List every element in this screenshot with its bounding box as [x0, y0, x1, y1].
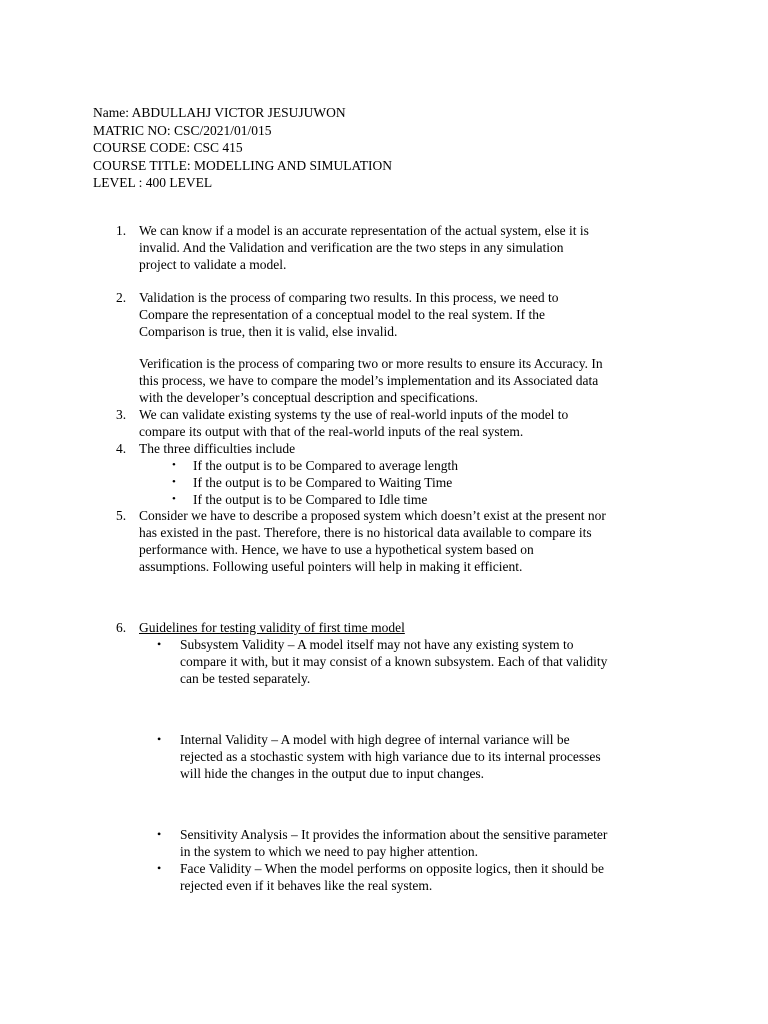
text-line: The three difficulties include	[139, 441, 296, 456]
answer-4-text	[139, 440, 684, 457]
student-header	[93, 104, 693, 192]
text-line: rejected as a stochastic system with high variance due to its internal processes	[180, 749, 601, 764]
bullet-icon: •	[157, 637, 162, 651]
text-line: Validation is the process of comparing two results. In this process, we need to	[139, 290, 559, 305]
text-line: in the system to which we need to pay higher attention.	[180, 844, 479, 859]
text-line: We can validate existing systems ty the use of real-world inputs of the model to	[139, 407, 569, 422]
answer-5-text	[139, 507, 684, 575]
text-line: Verification is the process of comparing two or more results to ensure its Accuracy. In	[139, 356, 603, 371]
answer-2-number: 2.	[116, 290, 127, 305]
answer-6-title	[139, 619, 684, 636]
level: LEVEL : 400 LEVEL	[93, 175, 213, 190]
text-line: Comparison is true, then it is valid, else invalid.	[139, 324, 398, 339]
answer-1-number: 1.	[116, 223, 127, 238]
text-line: performance with. Hence, we have to use a hypothetical system based on	[139, 542, 534, 557]
guideline-text	[180, 860, 680, 894]
answer-3-text	[139, 406, 684, 440]
answer-2-validation-text	[139, 289, 684, 340]
text-line: assumptions. Following useful pointers will help in making it efficient.	[139, 559, 523, 574]
bullet-icon: •	[172, 493, 176, 505]
bullet-icon: •	[157, 732, 162, 746]
bullet-icon: •	[172, 476, 176, 488]
answer-6-number: 6.	[116, 620, 127, 635]
guidelines-heading: Guidelines for testing validity of first time model	[139, 620, 405, 635]
text-line: can be tested separately.	[180, 671, 311, 686]
bullet-text: If the output is to be Compared to Waiting Time	[193, 475, 453, 490]
text-line: Subsystem Validity – A model itself may not have any existing system to	[180, 637, 574, 652]
text-line: Compare the representation of a conceptual model to the real system. If the	[139, 307, 545, 322]
course-title: COURSE TITLE: MODELLING AND SIMULATION	[93, 157, 392, 173]
answer-1-text	[139, 222, 684, 273]
text-line: Sensitivity Analysis – It provides the information about the sensitive parameter	[180, 827, 608, 842]
answer-2-verification-text	[139, 355, 684, 406]
text-line: We can know if a model is an accurate representation of the actual system, else it is	[139, 223, 589, 238]
text-line: Consider we have to describe a proposed system which doesn’t exist at the present nor	[139, 508, 606, 523]
course-code: COURSE CODE: CSC 415	[93, 140, 243, 155]
text-line: will hide the changes in the output due to input changes.	[180, 766, 485, 781]
text-line: invalid. And the Validation and verification are the two steps in any simulation	[139, 240, 564, 255]
answer-3-number: 3.	[116, 407, 127, 422]
bullet-text: If the output is to be Compared to average length	[193, 458, 459, 473]
text-line: Face Validity – When the model performs on opposite logics, then it should be	[180, 861, 604, 876]
guideline-text	[180, 636, 680, 687]
bullet-icon: •	[157, 827, 162, 841]
bullet-icon: •	[172, 459, 176, 471]
text-line: compare it with, but it may consist of a known subsystem. Each of that validity	[180, 654, 608, 669]
text-line: with the developer’s conceptual description and specifications.	[139, 390, 479, 405]
text-line: has existed in the past. Therefore, there is no historical data available to compare its	[139, 525, 592, 540]
matric-number: MATRIC NO: CSC/2021/01/015	[93, 122, 272, 138]
text-line: project to validate a model.	[139, 257, 287, 272]
student-name: Name: ABDULLAHJ VICTOR JESUJUWON	[93, 105, 346, 120]
guideline-text	[180, 731, 680, 782]
bullet-text: If the output is to be Compared to Idle time	[193, 492, 428, 507]
text-line: rejected even if it behaves like the real system.	[180, 878, 433, 893]
text-line: Internal Validity – A model with high degree of internal variance will be	[180, 732, 570, 747]
guideline-text	[180, 826, 680, 860]
text-line: this process, we have to compare the model’s implementation and its Associated data	[139, 373, 599, 388]
answer-5-number: 5.	[116, 508, 127, 523]
text-line: compare its output with that of the real-world inputs of the real system.	[139, 424, 524, 439]
answer-4-number: 4.	[116, 441, 127, 456]
bullet-icon: •	[157, 861, 162, 875]
